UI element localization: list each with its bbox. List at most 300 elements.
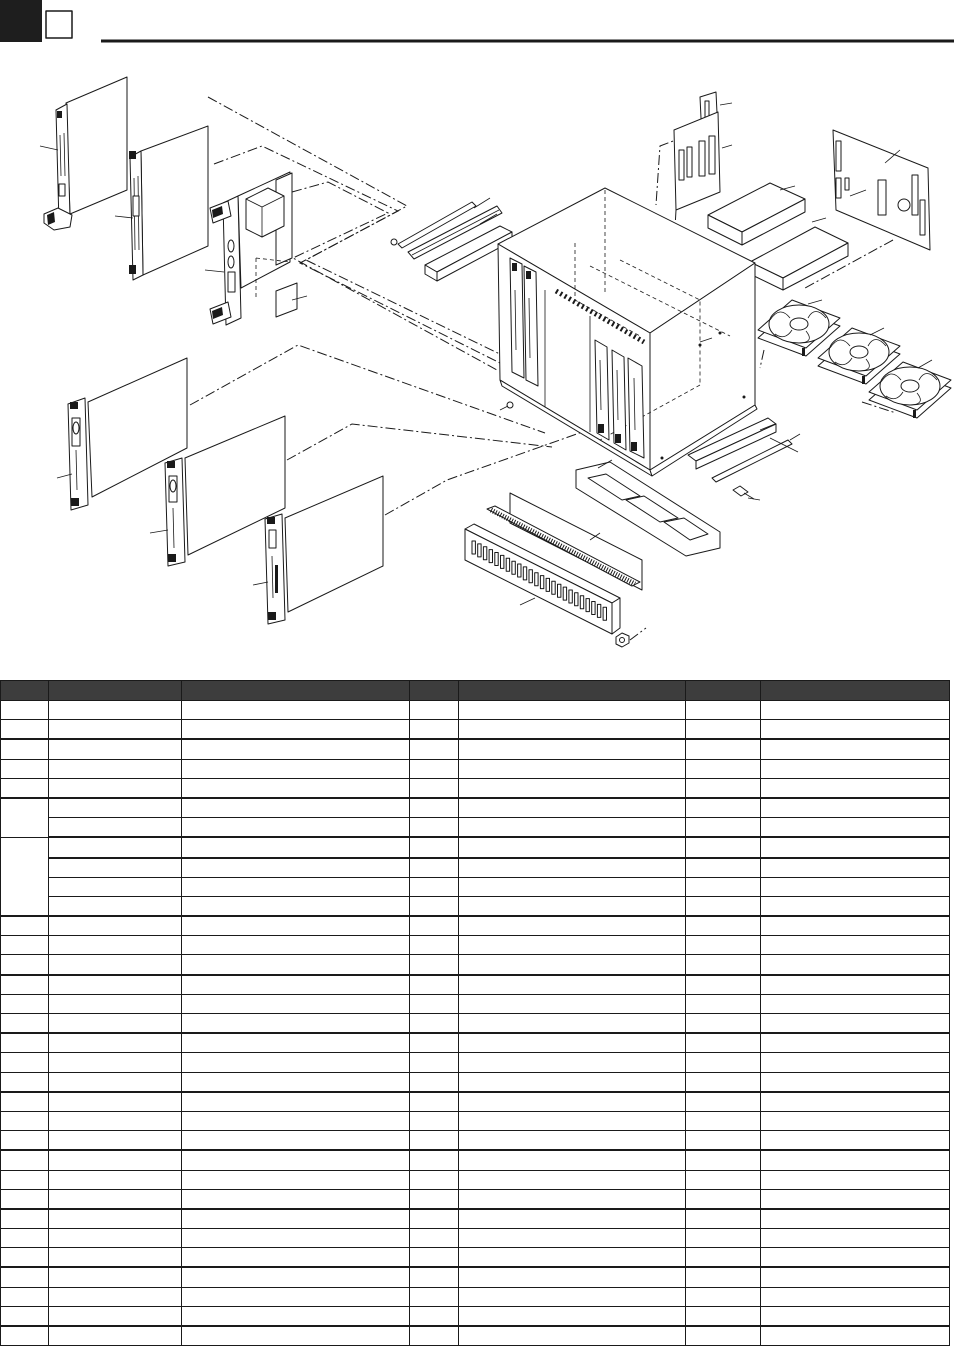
table-cell [182, 916, 410, 936]
table-cell [686, 936, 761, 955]
card-cage-chassis-part [615, 434, 621, 443]
table-cell [761, 759, 950, 778]
table-cell [761, 1209, 950, 1229]
table-cell [459, 1150, 686, 1170]
table-cell [459, 759, 686, 778]
table-cell [410, 975, 459, 995]
table-cell [686, 1248, 761, 1268]
table-cell [49, 1092, 182, 1112]
control-board-part [898, 199, 910, 211]
table-cell [761, 1248, 950, 1268]
table-cell [182, 798, 410, 818]
table-cell [410, 720, 459, 740]
table-cell [459, 896, 686, 916]
cooling-fan-1-part [790, 318, 808, 330]
connector-board-part [699, 141, 705, 176]
circuit-card-5-part [168, 554, 176, 562]
table-cell [49, 955, 182, 975]
circuit-card-1-part [66, 77, 127, 214]
table-cell [410, 701, 459, 720]
table-cell [182, 1189, 410, 1209]
card-cage-chassis-part [719, 332, 722, 335]
table-cell [459, 778, 686, 798]
table-cell [459, 1248, 686, 1268]
circuit-card-4-part [73, 422, 79, 434]
table-cell [410, 739, 459, 759]
power-card-with-transformer-part [228, 240, 234, 252]
cooling-fan-2-part [850, 346, 868, 358]
table-cell [686, 1287, 761, 1306]
table-cell [182, 877, 410, 896]
vent-slot [501, 555, 504, 568]
table-row [1, 1209, 950, 1229]
circuit-card-4-part [71, 498, 79, 506]
item-number-cell [1, 1092, 49, 1112]
vent-slot [603, 607, 606, 620]
table-row [1, 759, 950, 778]
table-cell [182, 1209, 410, 1229]
table-cell [410, 955, 459, 975]
item-number-cell [1, 994, 49, 1013]
circuit-card-6-part [275, 565, 278, 593]
exploded-parts-diagram [0, 0, 954, 660]
table-cell [686, 1033, 761, 1053]
table-cell [182, 1248, 410, 1268]
cooling-fan-3-part [901, 380, 919, 392]
connector-board-part [687, 147, 692, 177]
guide-rail-set-upper [391, 202, 512, 281]
table-cell [410, 1267, 459, 1287]
table-cell [49, 975, 182, 995]
table-cell [459, 1111, 686, 1130]
guide-rail-set-upper-part [391, 239, 397, 245]
table-cell [761, 1072, 950, 1092]
table-cell [459, 936, 686, 955]
item-number-cell [1, 1014, 49, 1034]
circuit-card-5-part [165, 458, 185, 566]
table-cell [410, 1248, 459, 1268]
item-number-cell [1, 798, 49, 837]
table-cell [49, 1267, 182, 1287]
circuit-card-2-part [133, 196, 139, 216]
table-cell [459, 1014, 686, 1034]
table-cell [49, 1131, 182, 1151]
connector-board-part [709, 136, 715, 174]
table-cell [686, 720, 761, 740]
vent-slot [535, 573, 538, 586]
table-row [1, 1189, 950, 1209]
table-cell [410, 994, 459, 1013]
table-cell [459, 720, 686, 740]
cooling-fan-1-part [802, 348, 805, 356]
table-cell [761, 1306, 950, 1326]
table-cell [182, 837, 410, 857]
table-cell [686, 1267, 761, 1287]
item-number-cell [1, 1326, 49, 1346]
table-cell [410, 1229, 459, 1248]
item-number-cell [1, 936, 49, 955]
table-row [1, 1072, 950, 1092]
table-cell [410, 896, 459, 916]
table-cell [686, 798, 761, 818]
table-cell [182, 858, 410, 878]
table-cell [410, 1209, 459, 1229]
table-cell [182, 1111, 410, 1130]
table-cell [410, 1092, 459, 1112]
item-number-cell [1, 1306, 49, 1326]
table-cell [761, 739, 950, 759]
table-row [1, 1170, 950, 1189]
vent-slot [586, 599, 589, 612]
table-cell [459, 1229, 686, 1248]
item-number-cell [1, 1072, 49, 1092]
vent-slot [478, 544, 481, 557]
table-cell [49, 720, 182, 740]
table-cell [49, 798, 182, 818]
table-cell [410, 1150, 459, 1170]
table-cell [686, 1092, 761, 1112]
vent-slot [472, 541, 475, 554]
table-cell [761, 916, 950, 936]
table-cell [459, 798, 686, 818]
table-cell [459, 1170, 686, 1189]
table-cell [761, 1092, 950, 1112]
table-row [1, 1326, 950, 1346]
table-cell [761, 1267, 950, 1287]
assembly-guide-lines-part [385, 430, 588, 515]
table-cell [459, 877, 686, 896]
cooling-fan-2-part [862, 376, 865, 384]
control-board-part [912, 175, 918, 215]
table-cell [761, 1131, 950, 1151]
table-cell [686, 1111, 761, 1130]
power-supply-unit-2 [750, 227, 848, 290]
vent-slot [540, 576, 543, 589]
table-cell [761, 1287, 950, 1306]
table-cell [49, 739, 182, 759]
table-cell [182, 1072, 410, 1092]
vent-slot [546, 578, 549, 591]
table-cell [49, 936, 182, 955]
table-cell [410, 1131, 459, 1151]
table-cell [410, 798, 459, 818]
table-cell [686, 818, 761, 838]
item-number-cell [1, 720, 49, 740]
table-cell [686, 1306, 761, 1326]
table-cell [686, 877, 761, 896]
vent-slot [580, 596, 583, 609]
table-cell [49, 1229, 182, 1248]
table-cell [49, 1209, 182, 1229]
circuit-card-1-part [56, 104, 70, 224]
table-cell [49, 1033, 182, 1053]
power-card-with-transformer-part [276, 283, 297, 317]
table-cell [761, 1111, 950, 1130]
table-row [1, 818, 950, 838]
power-supply-unit-1 [708, 183, 805, 245]
table-cell [410, 778, 459, 798]
item-number-cell [1, 1229, 49, 1248]
circuit-card-6-part [269, 530, 276, 548]
table-cell [410, 936, 459, 955]
front-vent-bar-part [612, 598, 620, 634]
table-row [1, 955, 950, 975]
table-cell [686, 916, 761, 936]
table-cell [182, 818, 410, 838]
table-row [1, 994, 950, 1013]
cooling-fan-3-part [913, 410, 916, 418]
item-number-cell [1, 759, 49, 778]
circuit-card-6-part [267, 517, 275, 524]
table-cell [182, 701, 410, 720]
table-cell [49, 759, 182, 778]
table-row [1, 1150, 950, 1170]
table-cell [410, 1053, 459, 1072]
table-row [1, 1131, 950, 1151]
item-number-cell [1, 778, 49, 798]
table-cell [459, 1267, 686, 1287]
table-cell [686, 955, 761, 975]
table-cell [49, 1326, 182, 1346]
table-row [1, 1111, 950, 1130]
table-cell [459, 1131, 686, 1151]
table-cell [686, 778, 761, 798]
item-number-cell [1, 1150, 49, 1170]
table-row [1, 1229, 950, 1248]
table-cell [761, 975, 950, 995]
vent-slot [575, 593, 578, 606]
table-cell [49, 818, 182, 838]
table-cell [686, 858, 761, 878]
parts-list-table [0, 680, 950, 1346]
assembly-guide-lines-part [630, 628, 646, 640]
assembly-guide-lines-part [190, 345, 545, 433]
item-number-cell [1, 1033, 49, 1053]
vent-slot [552, 581, 555, 594]
table-cell [761, 1053, 950, 1072]
circuit-card-1-part [57, 111, 62, 118]
control-board-part [878, 180, 886, 215]
table-row [1, 1248, 950, 1268]
table-cell [459, 818, 686, 838]
table-cell [459, 858, 686, 878]
table-cell [459, 1072, 686, 1092]
table-cell [686, 837, 761, 857]
control-board [833, 130, 930, 250]
table-cell [182, 936, 410, 955]
circuit-card-4-part [68, 398, 88, 510]
table-cell [49, 877, 182, 896]
table-cell [459, 739, 686, 759]
table-cell [410, 837, 459, 857]
assembly-guide-lines-part [287, 424, 552, 460]
table-cell [761, 837, 950, 857]
table-cell [49, 1306, 182, 1326]
circuit-card-1-part [59, 184, 65, 196]
table-cell [410, 1306, 459, 1326]
circuit-card-1 [44, 77, 127, 230]
vent-slot [569, 590, 572, 603]
item-number-cell [1, 1267, 49, 1287]
table-cell [410, 1287, 459, 1306]
table-cell [459, 1287, 686, 1306]
table-cell [761, 1189, 950, 1209]
hex-nut [616, 633, 629, 647]
card-cage-chassis-part [743, 396, 746, 399]
table-cell [182, 1014, 410, 1034]
card-cage-chassis-part [661, 457, 664, 460]
circuit-card-5-part [167, 461, 175, 468]
table-cell [686, 1014, 761, 1034]
table-cell [182, 1306, 410, 1326]
table-cell [182, 1131, 410, 1151]
table-cell [49, 916, 182, 936]
table-cell [182, 1150, 410, 1170]
table-cell [410, 818, 459, 838]
table-cell [49, 1053, 182, 1072]
connector-board [674, 112, 720, 210]
table-cell [761, 877, 950, 896]
table-cell [459, 1092, 686, 1112]
table-cell [761, 1229, 950, 1248]
table-row [1, 916, 950, 936]
table-cell [49, 837, 182, 857]
circuit-card-6-part [285, 476, 383, 612]
table-cell [686, 975, 761, 995]
table-cell [410, 1170, 459, 1189]
table-row [1, 739, 950, 759]
table-cell [49, 896, 182, 916]
vent-slot [523, 567, 526, 580]
table-cell [182, 1170, 410, 1189]
table-cell [761, 955, 950, 975]
table-row [1, 896, 950, 916]
table-row [1, 837, 950, 857]
table-cell [182, 955, 410, 975]
table-cell [410, 916, 459, 936]
table-cell [761, 1150, 950, 1170]
table-cell [761, 994, 950, 1013]
table-cell [761, 818, 950, 838]
table-cell [182, 896, 410, 916]
table-cell [182, 1053, 410, 1072]
table-cell [761, 701, 950, 720]
table-cell [459, 837, 686, 857]
control-board-part [920, 200, 925, 235]
table-header-row [1, 681, 950, 701]
table-cell [686, 1131, 761, 1151]
item-number-cell [1, 701, 49, 720]
table-cell [49, 1170, 182, 1189]
table-cell [761, 1326, 950, 1346]
table-cell [761, 896, 950, 916]
circuit-card-2-part [141, 126, 208, 275]
table-row [1, 798, 950, 818]
power-card-with-transformer [210, 172, 297, 325]
table-cell [686, 739, 761, 759]
item-number-cell [1, 1209, 49, 1229]
table-cell [686, 1053, 761, 1072]
table-cell [49, 778, 182, 798]
vent-slot [529, 570, 532, 583]
table-cell [410, 1189, 459, 1209]
table-cell [410, 1326, 459, 1346]
table-header-cell [459, 681, 686, 701]
table-cell [686, 896, 761, 916]
item-number-cell [1, 916, 49, 936]
table-cell [686, 1072, 761, 1092]
circuit-card-2-part [129, 151, 136, 159]
table-cell [686, 1150, 761, 1170]
item-number-cell [1, 1111, 49, 1130]
table-cell [686, 1229, 761, 1248]
item-number-cell [1, 1189, 49, 1209]
table-cell [410, 877, 459, 896]
card-cage-chassis-part [512, 263, 517, 271]
vent-slot [506, 558, 509, 571]
table-row [1, 1267, 950, 1287]
circuit-card-2-part [129, 265, 136, 274]
table-cell [182, 1267, 410, 1287]
table-row [1, 1033, 950, 1053]
table-cell [459, 1053, 686, 1072]
table-cell [49, 1111, 182, 1130]
table-cell [686, 1209, 761, 1229]
item-number-cell [1, 975, 49, 995]
table-cell [761, 798, 950, 818]
item-number-cell [1, 1053, 49, 1072]
table-cell [182, 975, 410, 995]
item-number-cell [1, 955, 49, 975]
table-cell [761, 778, 950, 798]
table-cell [49, 701, 182, 720]
table-cell [459, 1306, 686, 1326]
table-cell [761, 1170, 950, 1189]
item-number-cell [1, 1170, 49, 1189]
table-cell [686, 1170, 761, 1189]
vent-slot [512, 561, 515, 574]
section-tab [0, 0, 42, 42]
table-row [1, 1092, 950, 1112]
table-cell [49, 1287, 182, 1306]
table-cell [49, 1072, 182, 1092]
item-number-cell [1, 1287, 49, 1306]
hex-nut-part [620, 638, 625, 643]
item-number-cell [1, 739, 49, 759]
circuit-card-5-part [170, 480, 176, 492]
table-row [1, 975, 950, 995]
circuit-card-2 [129, 126, 208, 280]
table-cell [182, 1229, 410, 1248]
circuit-card-4-part [70, 402, 78, 409]
table-cell [49, 994, 182, 1013]
table-cell [182, 1092, 410, 1112]
table-cell [182, 739, 410, 759]
table-row [1, 936, 950, 955]
table-cell [182, 1287, 410, 1306]
table-header-cell [182, 681, 410, 701]
table-cell [686, 1189, 761, 1209]
table-cell [761, 936, 950, 955]
table-cell [459, 1326, 686, 1346]
item-number-cell [1, 1131, 49, 1151]
vent-slot [558, 584, 561, 597]
table-cell [182, 778, 410, 798]
table-cell [410, 1072, 459, 1092]
table-cell [459, 955, 686, 975]
vent-slot [597, 604, 600, 617]
vent-slot [592, 602, 595, 615]
